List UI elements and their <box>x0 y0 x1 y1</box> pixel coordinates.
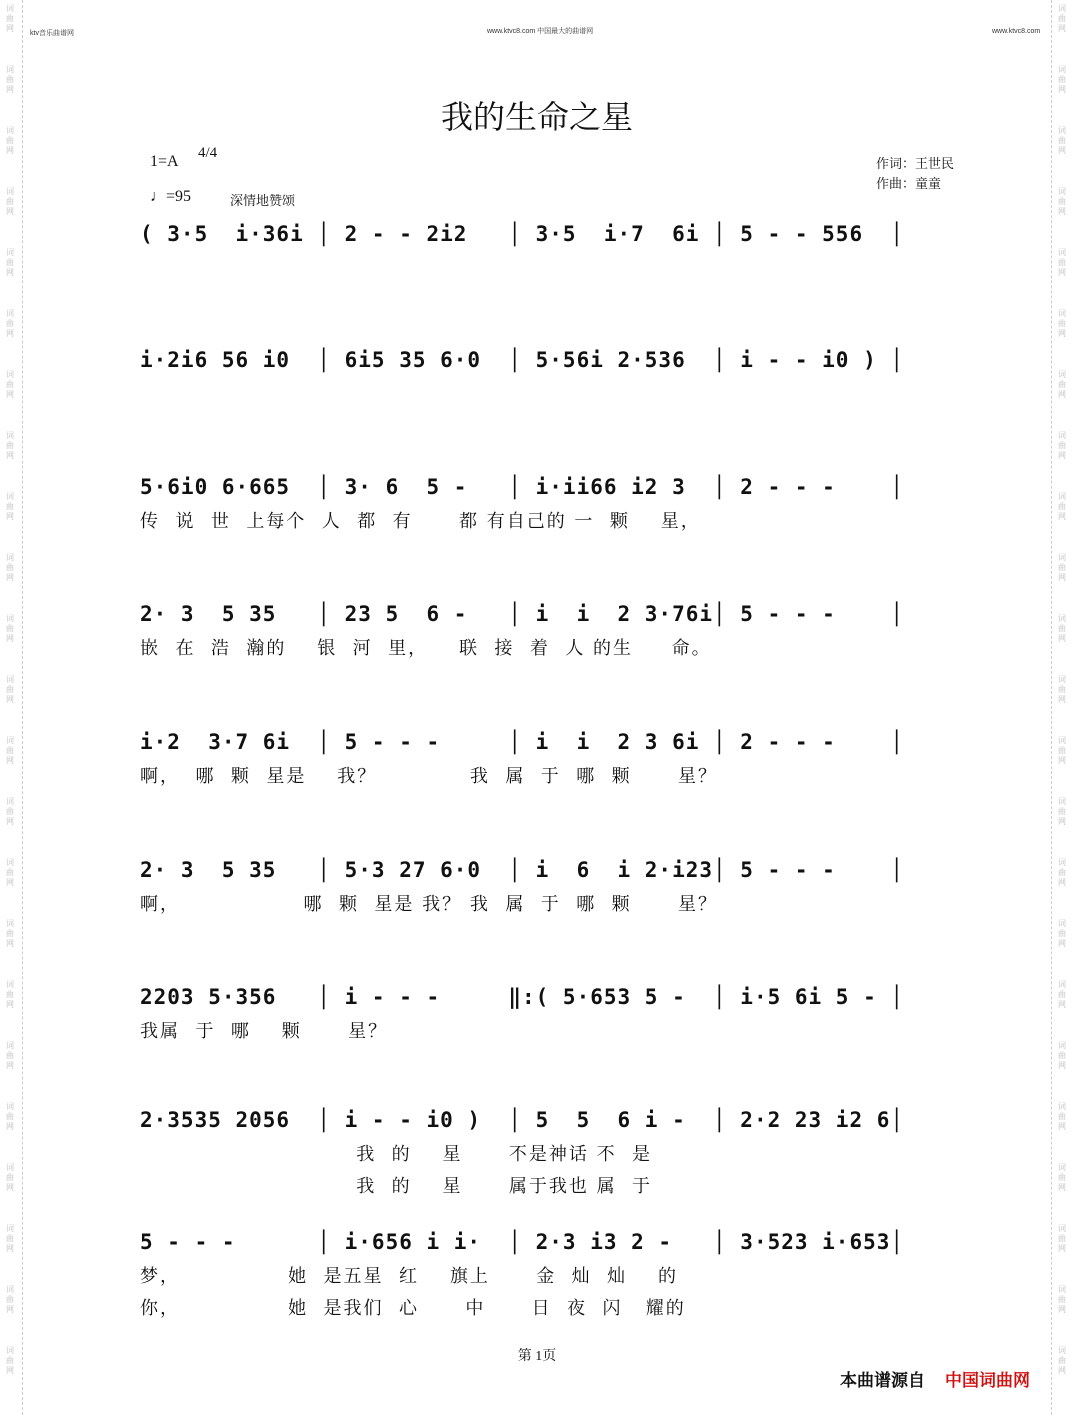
notation-line: 2· 3 5 35 │ 23 5 6 - │ i i 2 3·76i│ 5 - - - │ <box>140 602 905 626</box>
expression-marking: 深情地赞颂 <box>230 193 296 208</box>
lyrics-line: 我 的 星 不是神话 不 是 <box>140 1144 653 1165</box>
notation-line: 5 - - - │ i·656 i i· │ 2·3 i3 2 - │ 3·523 i·653│ <box>140 1230 905 1254</box>
watermark-text: 词曲网 <box>1058 919 1066 948</box>
watermark-text: 词曲网 <box>6 797 14 826</box>
watermark-text: 词曲网 <box>1058 1163 1066 1192</box>
left-margin-strip <box>0 0 23 1415</box>
watermark-text: 词曲网 <box>6 553 14 582</box>
watermark-text: 词曲网 <box>1058 1224 1066 1253</box>
watermark-text: 词曲网 <box>1058 248 1066 277</box>
watermark-text: 词曲网 <box>6 1346 14 1375</box>
source-credit <box>840 1366 1030 1391</box>
notation-line: 5·6i0 6·665 │ 3· 6 5 - │ i·ii66 i2 3 │ 2 - - - │ <box>140 475 905 499</box>
header-left-text: ktv音乐曲谱网 <box>30 30 74 37</box>
notation-line: 2·3535 2056 │ i - - i0 ) │ 5 5 6 i - │ 2·2 23 i2 6│ <box>140 1108 905 1132</box>
notation-line: i·2i6 56 i0 │ 6i5 35 6·0 │ 5·56i 2·536 │ i - - i0 ) │ <box>140 348 905 372</box>
time-signature-text: 4/4 <box>198 145 218 161</box>
lyrics-line: 啊， 哪 颗 星是 我？ 我 属 于 哪 颗 星？ <box>140 894 718 915</box>
watermark-text: 词曲网 <box>6 1163 14 1192</box>
watermark-text: 词曲网 <box>1058 675 1066 704</box>
watermark-text: 词曲网 <box>6 1102 14 1131</box>
watermark-text: 词曲网 <box>6 309 14 338</box>
time-signature <box>198 145 218 162</box>
notation-line: i·2 3·7 6i │ 5 - - - │ i i 2 3 6i │ 2 - - - │ <box>140 730 905 754</box>
lyrics-line: 我属 于 哪 颗 星？ <box>140 1021 389 1042</box>
header-center-text: www.ktvc8.com 中国最大的曲谱网 <box>487 28 594 35</box>
lyricist-credit: 作词：王世民 <box>876 156 955 171</box>
watermark-text: 词曲网 <box>1058 980 1066 1009</box>
watermark-text: 词曲网 <box>6 1224 14 1253</box>
watermark-text: 词曲网 <box>1058 1041 1066 1070</box>
notation-line: ( 3·5 i·36i │ 2 - - 2i2 │ 3·5 i·7 6i │ 5 - - 556 │ <box>140 222 905 246</box>
watermark-text: 词曲网 <box>6 370 14 399</box>
lyrics-line: 传 说 世 上每个 人 都 有 都 有自己的 一 颗 星， <box>140 511 701 532</box>
lyrics-line: 嵌 在 浩 瀚的 银 河 里， 联 接 着 人 的生 命。 <box>140 638 712 659</box>
song-title: 我的生命之星 <box>440 98 633 136</box>
notation-line: 2203 5·356 │ i - - - ‖:( 5·653 5 - │ i·5 6i 5 - │ <box>140 985 905 1009</box>
watermark-text: 词曲网 <box>6 492 14 521</box>
watermark-text: 词曲网 <box>1058 1346 1066 1375</box>
key-signature: 1=A <box>150 153 179 170</box>
watermark-text: 词曲网 <box>1058 4 1066 33</box>
watermark-text: 词曲网 <box>6 1285 14 1314</box>
watermark-text: 词曲网 <box>6 4 14 33</box>
watermark-text: 词曲网 <box>1058 65 1066 94</box>
lyrics-line: 我 的 星 属于我也 属 于 <box>140 1176 653 1197</box>
watermark-text: 词曲网 <box>1058 1285 1066 1314</box>
watermark-text: 词曲网 <box>6 65 14 94</box>
watermark-text: 词曲网 <box>6 187 14 216</box>
watermark-text: 词曲网 <box>1058 614 1066 643</box>
source-label: 本曲谱源自 <box>840 1371 925 1391</box>
watermark-text: 词曲网 <box>6 736 14 765</box>
watermark-text: 词曲网 <box>1058 797 1066 826</box>
credits <box>876 154 954 194</box>
watermark-text: 词曲网 <box>6 675 14 704</box>
watermark-text: 词曲网 <box>6 919 14 948</box>
watermark-text: 词曲网 <box>1058 736 1066 765</box>
watermark-text: 词曲网 <box>6 431 14 460</box>
watermark-text: 词曲网 <box>1058 126 1066 155</box>
lyrics-line: 啊， 哪 颗 星是 我？ 我 属 于 哪 颗 星？ <box>140 766 718 787</box>
header-right-text: www.ktvc8.com <box>992 28 1041 35</box>
watermark-text: 词曲网 <box>1058 187 1066 216</box>
page-number: 第 1页 <box>517 1349 557 1364</box>
tempo-marking: ♩=95 <box>150 188 192 205</box>
watermark-text: 词曲网 <box>1058 858 1066 887</box>
lyrics-line: 梦， 她 是五星 红 旗上 金 灿 灿 的 <box>140 1266 678 1287</box>
watermark-text: 词曲网 <box>6 1041 14 1070</box>
watermark-text: 词曲网 <box>6 980 14 1009</box>
watermark-text: 词曲网 <box>6 858 14 887</box>
watermark-text: 词曲网 <box>1058 370 1066 399</box>
watermark-text: 词曲网 <box>1058 553 1066 582</box>
watermark-text: 词曲网 <box>1058 1102 1066 1131</box>
lyrics-line: 你， 她 是我们 心 中 日 夜 闪 耀的 <box>140 1298 686 1319</box>
watermark-text: 词曲网 <box>6 614 14 643</box>
right-margin-strip <box>1051 0 1074 1415</box>
watermark-text: 词曲网 <box>1058 492 1066 521</box>
source-site: 中国词曲网 <box>945 1371 1030 1391</box>
watermark-text: 词曲网 <box>1058 309 1066 338</box>
watermark-text: 词曲网 <box>6 126 14 155</box>
watermark-text: 词曲网 <box>6 248 14 277</box>
watermark-text: 词曲网 <box>1058 431 1066 460</box>
composer-credit: 作曲：童童 <box>876 176 942 191</box>
notation-line: 2· 3 5 35 │ 5·3 27 6·0 │ i 6 i 2·i23│ 5 - - - │ <box>140 858 905 882</box>
